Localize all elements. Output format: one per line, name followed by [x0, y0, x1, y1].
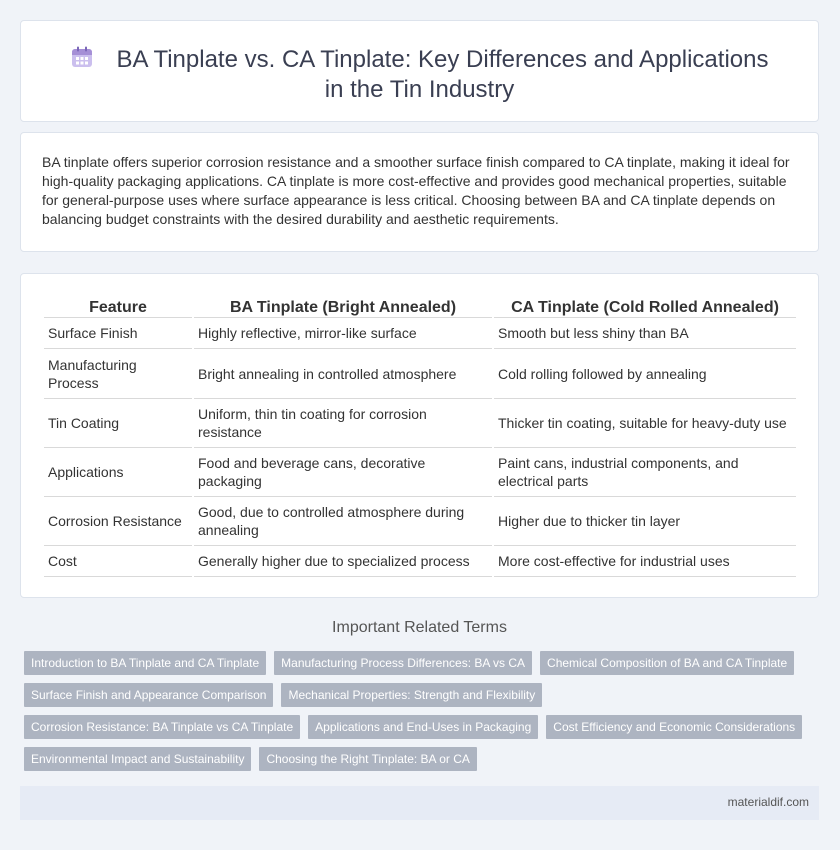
related-term-link[interactable]: Chemical Composition of BA and CA Tinplate — [540, 651, 794, 675]
related-term-link[interactable]: Mechanical Properties: Strength and Flexibility — [281, 683, 542, 707]
table-row — [44, 497, 796, 546]
table-cell-ca: Thicker tin coating, suitable for heavy-duty use — [494, 399, 796, 448]
term-row — [24, 651, 804, 675]
calendar-icon — [71, 46, 93, 68]
table-cell-ca: Higher due to thicker tin layer — [494, 497, 796, 546]
table-cell-ca: More cost-effective for industrial uses — [494, 546, 796, 577]
related-term-link[interactable]: Surface Finish and Appearance Comparison — [24, 683, 273, 707]
table-cell-ba: Good, due to controlled atmosphere during annealing — [194, 497, 492, 546]
related-terms-heading: Important Related Terms — [332, 619, 507, 636]
related-term-link[interactable]: Choosing the Right Tinplate: BA or CA — [259, 747, 476, 771]
related-term-link[interactable]: Cost Efficiency and Economic Considerations — [546, 715, 802, 739]
related-term-link[interactable]: Environmental Impact and Sustainability — [24, 747, 251, 771]
comparison-table-card — [20, 273, 819, 598]
term-row — [24, 747, 804, 771]
table-cell-ba: Bright annealing in controlled atmosphere — [194, 349, 492, 399]
table-row — [44, 448, 796, 497]
table-cell-ca: Cold rolling followed by annealing — [494, 349, 796, 399]
table-cell-ba: Uniform, thin tin coating for corrosion resistance — [194, 399, 492, 448]
table-row — [44, 318, 796, 349]
table-cell-feature: Surface Finish — [44, 318, 192, 349]
table-cell-feature: Cost — [44, 546, 192, 577]
column-header-feature: Feature — [44, 298, 192, 318]
title-card — [20, 20, 819, 122]
column-header-ba: BA Tinplate (Bright Annealed) — [194, 298, 492, 318]
table-cell-ba: Highly reflective, mirror-like surface — [194, 318, 492, 349]
comparison-table — [42, 298, 798, 577]
summary-card — [20, 132, 819, 252]
table-cell-ca: Smooth but less shiny than BA — [494, 318, 796, 349]
table-cell-ba: Food and beverage cans, decorative packaging — [194, 448, 492, 497]
column-header-ca: CA Tinplate (Cold Rolled Annealed) — [494, 298, 796, 318]
table-row — [44, 349, 796, 399]
table-cell-feature: Manufacturing Process — [44, 349, 192, 399]
term-row — [24, 715, 804, 739]
related-terms — [24, 651, 804, 779]
footer — [20, 786, 819, 820]
term-row — [24, 683, 804, 707]
related-term-link[interactable]: Manufacturing Process Differences: BA vs CA — [274, 651, 532, 675]
table-header-row — [44, 298, 796, 318]
summary-text: BA tinplate offers superior corrosion resistance and a smoother surface finish compared to CA tinplate, making it ideal for high-quality packaging applications. CA tinplate is more cost-effective and provides good mechanical properties, suitable for general-purpose uses where surface appearance is less critical. Choosing between BA and CA tinplate depends on balancing budget constraints with the desired durability and aesthetic requirements. — [42, 154, 790, 227]
table-cell-feature: Tin Coating — [44, 399, 192, 448]
table-row — [44, 546, 796, 577]
table-row — [44, 399, 796, 448]
table-cell-ca: Paint cans, industrial components, and electrical parts — [494, 448, 796, 497]
page-title-wrap — [61, 45, 778, 105]
table-cell-feature: Corrosion Resistance — [44, 497, 192, 546]
page-title: BA Tinplate vs. CA Tinplate: Key Differences and Applications in the Tin Industry — [116, 46, 769, 103]
table-cell-feature: Applications — [44, 448, 192, 497]
related-term-link[interactable]: Introduction to BA Tinplate and CA Tinplate — [24, 651, 266, 675]
related-term-link[interactable]: Corrosion Resistance: BA Tinplate vs CA Tinplate — [24, 715, 300, 739]
table-cell-ba: Generally higher due to specialized process — [194, 546, 492, 577]
footer-site-link[interactable]: materialdif.com — [727, 795, 809, 809]
related-term-link[interactable]: Applications and End-Uses in Packaging — [308, 715, 538, 739]
